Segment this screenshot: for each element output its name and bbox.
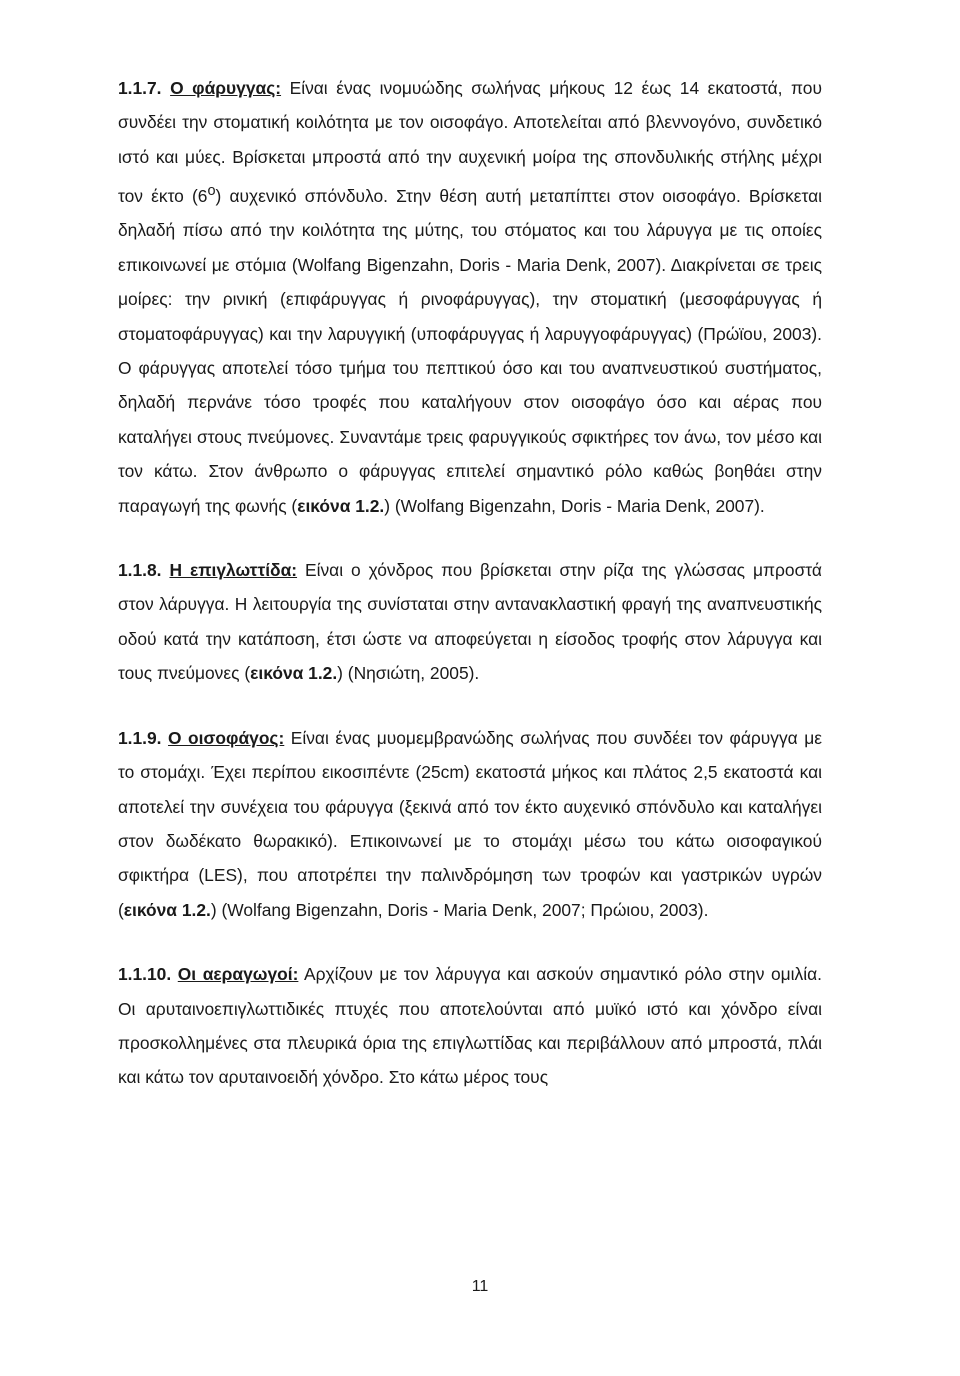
- figure-reference: εικόνα 1.2.: [250, 663, 338, 684]
- figure-reference: εικόνα 1.2.: [123, 899, 211, 920]
- section-number: 1.1.8.: [118, 560, 162, 581]
- section-number: 1.1.9.: [118, 727, 162, 748]
- section-pharynx: [118, 71, 822, 523]
- section-number: 1.1.7.: [118, 78, 162, 98]
- superscript: ο: [207, 183, 216, 200]
- section-number: 1.1.10.: [118, 964, 172, 985]
- section-text: ) (Νησιώτη, 2005).: [337, 663, 480, 684]
- section-text: Είναι ένας μυομεμβρανώδης σωλήνας που συνδέει τον φάρυγγα με το στομάχι. Έχει περίπου εικοσιπέντε (25cm) εκατοστά μήκος και πλάτος 2,5 εκατοστά και αποτελεί την συνέχεια του φάρυγγα (ξεκινά από τον έκτο αυχενικό σπόνδυλο και καταλήγει στον δωδέκατο θωρακικό). Επικοινωνεί με το στομάχι μέσω του κάτω οισοφαγικού σφικτήρα (LES), που αποτρέπει την παλινδρόμηση των τροφών και γαστρικών υγρών (: [118, 727, 822, 920]
- page-number: 11: [471, 1278, 489, 1295]
- section-epiglottis: [118, 553, 822, 691]
- section-airways: [118, 957, 822, 1095]
- section-title: Ο φάρυγγας:: [170, 78, 282, 98]
- section-text: Είναι ο χόνδρος που βρίσκεται στην ρίζα της γλώσσας μπροστά στον λάρυγγα. Η λειτουργία της συνίσταται στην αντανακλαστική φραγή της αναπνευστικής οδού κατά την κατάποση, έτσι ώστε να αποφεύγεται η είσοδος τροφής στον λάρυγγα και τους πνεύμονες (: [118, 560, 822, 684]
- section-text: ) αυχενικό σπόνδυλο. Στην θέση αυτή μεταπίπτει στον οισοφάγο. Βρίσκεται δηλαδή πίσω από την κοιλότητα της μύτης, του στόματος και του λάρυγγα με τις οποίες επικοινωνεί με στόμια (Wolfang Bigenzahn, Doris - Maria Denk, 2007). Διακρίνεται σε τρεις μοίρες: την ρινική (επιφάρυγγας ή ρινοφάρυγγας), την στοματική (μεσοφάρυγγας ή στοματοφάρυγγας) και την λαρυγγική (υποφάρυγγας ή λαρυγγοφάρυγγας) (Πρώϊου, 2003). Ο φάρυγγας αποτελεί τόσο τμήμα του πεπτικού όσο και του αναπνευστικού συστήματος, δηλαδή περνάνε τόσο τροφές που καταλήγουν στον οισοφάγο όσο και αέρας που καταλήγει στους πνεύμονες. Συναντάμε τρεις φαρυγγικούς σφικτήρες τον άνω, τον μέσο και τον κάτω. Στον άνθρωπο ο φάρυγγας επιτελεί σημαντικό ρόλο καθώς βοηθάει στην παραγωγή της φωνής (: [118, 186, 822, 516]
- section-title: Οι αεραγωγοί:: [177, 964, 299, 985]
- figure-reference: εικόνα 1.2.: [297, 495, 385, 516]
- section-title: Η επιγλωττίδα:: [169, 560, 298, 581]
- section-title: Ο οισοφάγος:: [168, 727, 285, 748]
- section-text: ) (Wolfang Bigenzahn, Doris - Maria Denk, 2007).: [384, 495, 765, 516]
- section-text: Είναι ένας ινομυώδης σωλήνας μήκους 12 έως 14 εκατοστά, που συνδέει την στοματική κοιλότητα με τον οισοφάγο. Αποτελείται από βλεννογόνο, συνδετικό ιστό και μύες. Βρίσκεται μπροστά από την αυχενική μοίρα της σπονδυλικής στήλης μέχρι τον έκτο (6: [118, 78, 822, 207]
- document-page: [118, 71, 822, 1095]
- section-text: ) (Wolfang Bigenzahn, Doris - Maria Denk, 2007; Πρώιου, 2003).: [210, 899, 709, 920]
- section-esophagus: [118, 721, 822, 927]
- section-text: Αρχίζουν με τον λάρυγγα και ασκούν σημαντικό ρόλο στην ομιλία. Οι αρυταινοεπιγλωττιδικές πτυχές που αποτελούνται από μυϊκό ιστό και χόνδρο είναι προσκολλημένες στα πλευρικά όρια της επιγλωττίδας και περιβάλλουν από μπροστά, πλάι και κάτω τον αρυταινοειδή χόνδρο. Στο κάτω μέρος τους: [118, 964, 822, 1088]
